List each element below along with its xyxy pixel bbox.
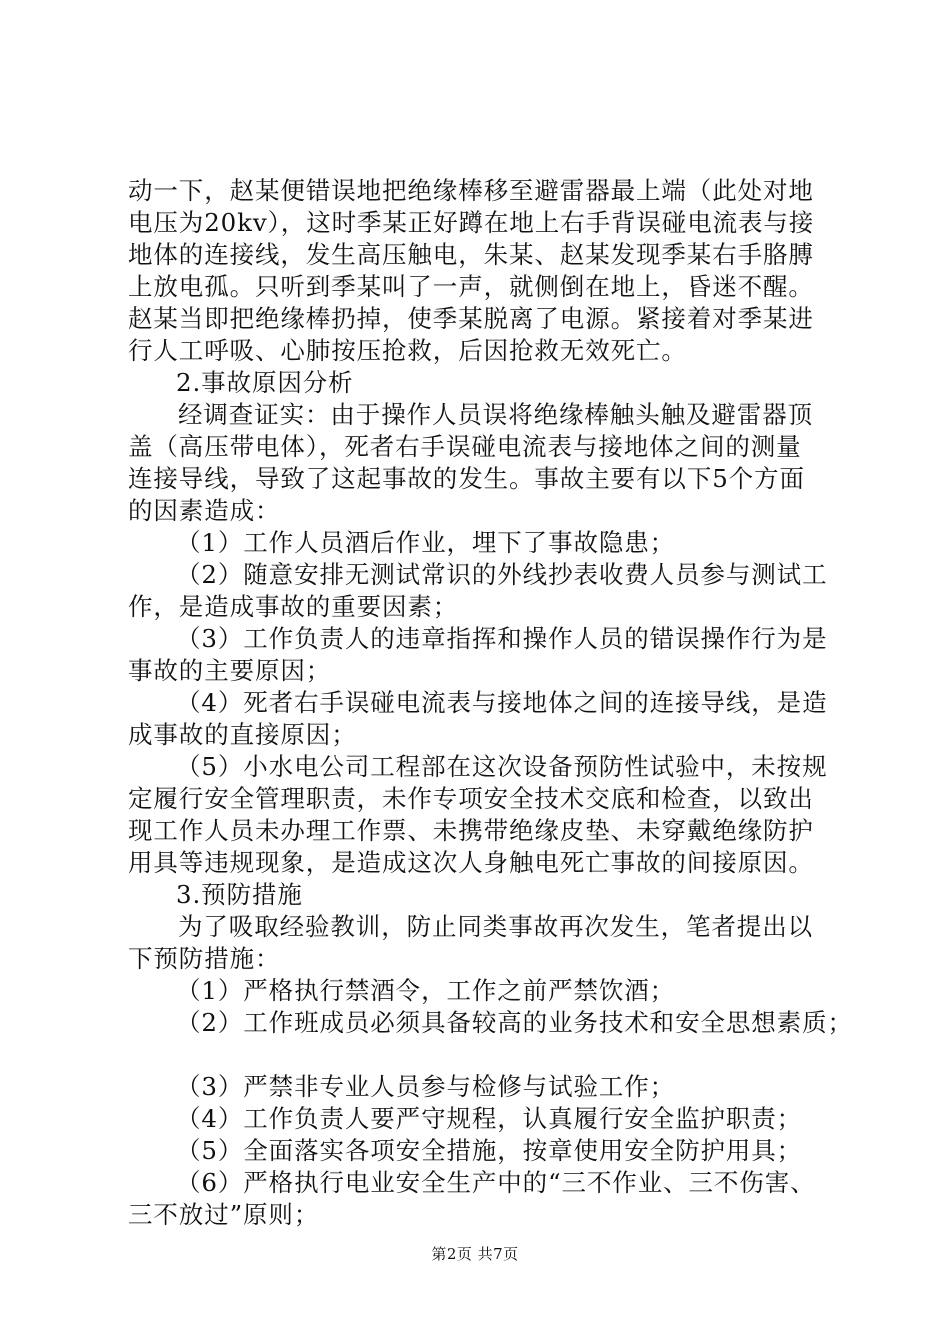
body-line-6: 行人工呼吸、心肺按压抢救，后因抢救无效死亡。	[128, 336, 687, 365]
cause-item-3: （3）工作负责人的违章指挥和操作人员的错误操作行为是	[176, 624, 828, 653]
measure-item-6: （6）严格执行电业安全生产中的“三不作业、三不伤害、	[176, 1168, 816, 1197]
cause-item-5-cont-3: 用具等违规现象，是造成这次人身触电死亡事故的间接原因。	[128, 848, 814, 877]
section-heading-cause-analysis: 2.事故原因分析	[176, 368, 354, 397]
body-line-8: 经调查证实：由于操作人员误将绝缘棒触头触及避雷器顶	[178, 400, 813, 429]
body-line-2: 电压为20kv），这时季某正好蹲在地上右手背误碰电流表与接	[128, 208, 815, 237]
measure-item-6-cont: 三不放过”原则；	[128, 1200, 320, 1229]
body-line-24: 为了吸取经验教训，防止同类事故再次发生，笔者提出以	[178, 912, 813, 941]
body-line-10: 连接导线，导致了这起事故的发生。事故主要有以下5个方面	[128, 464, 805, 493]
cause-item-5-cont-1: 定履行安全管理职责，未作专项安全技术交底和检查，以致出	[128, 784, 814, 813]
cause-item-2-cont: 作，是造成事故的重要因素；	[128, 592, 459, 621]
body-line-9: 盖（高压带电体），死者右手误碰电流表与接地体之间的测量	[128, 432, 802, 461]
cause-item-5-cont-2: 现工作人员未办理工作票、未携带绝缘皮垫、未穿戴绝缘防护	[128, 816, 814, 845]
body-line-11: 的因素造成：	[128, 496, 281, 525]
body-line-5: 赵某当即把绝缘棒扔掉，使季某脱离了电源。紧接着对季某进	[128, 304, 814, 333]
cause-item-3-cont: 事故的主要原因；	[128, 656, 332, 685]
cause-item-2: （2）随意安排无测试常识的外线抄表收费人员参与测试工	[176, 560, 828, 589]
body-line-3: 地体的连接线，发生高压触电，朱某、赵某发现季某右手胳膊	[128, 240, 814, 269]
body-line-25: 下预防措施：	[128, 944, 281, 973]
page-number-footer: 第2页 共7页	[431, 1245, 519, 1263]
cause-item-4-cont: 成事故的直接原因；	[128, 720, 357, 749]
body-line-1: 动一下，赵某便错误地把绝缘棒移至避雷器最上端（此处对地	[128, 176, 814, 205]
cause-item-1: （1）工作人员酒后作业，埋下了事故隐患；	[176, 528, 676, 557]
measure-item-3: （3）严禁非专业人员参与检修与试验工作；	[176, 1072, 676, 1101]
measure-item-1: （1）严格执行禁酒令，工作之前严禁饮酒；	[176, 976, 676, 1005]
section-heading-prevention: 3.预防措施	[176, 880, 303, 909]
body-line-4: 上放电孤。只听到季某叫了一声，就侧倒在地上，昏迷不醒。	[128, 272, 814, 301]
cause-item-5: （5）小水电公司工程部在这次设备预防性试验中，未按规	[176, 752, 828, 781]
measure-item-2: （2）工作班成员必须具备较高的业务技术和安全思想素质；	[176, 1008, 853, 1037]
measure-item-5: （5）全面落实各项安全措施，按章使用安全防护用具；	[176, 1136, 803, 1165]
cause-item-4: （4）死者右手误碰电流表与接地体之间的连接导线，是造	[176, 688, 828, 717]
measure-item-4: （4）工作负责人要严守规程，认真履行安全监护职责；	[176, 1104, 803, 1133]
